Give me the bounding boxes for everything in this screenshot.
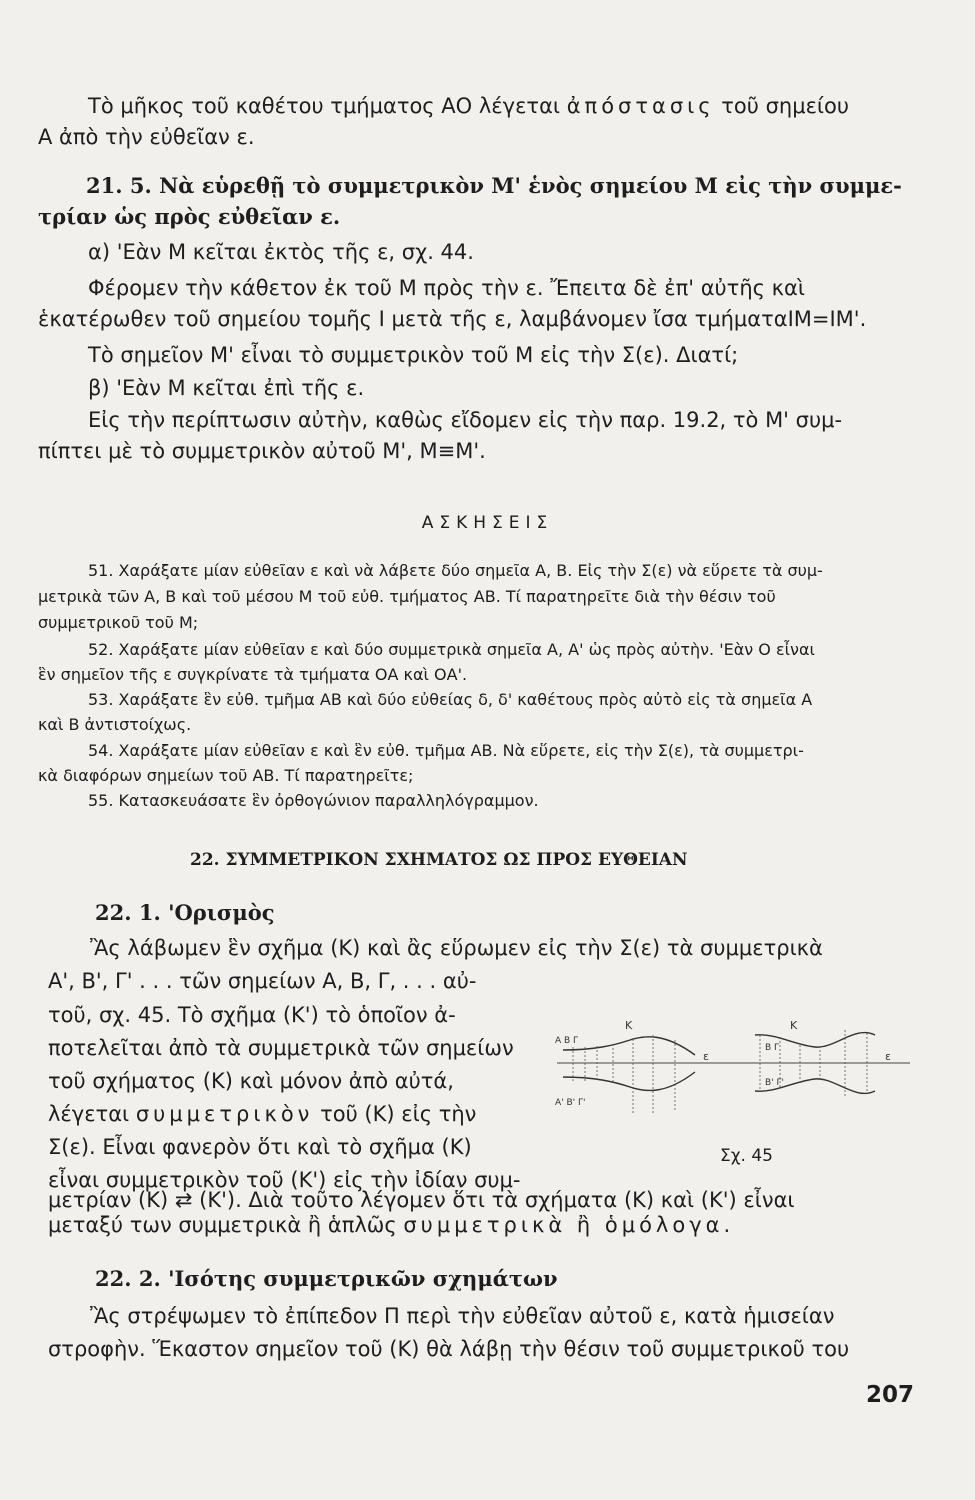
text-line: Α ἀπὸ τὴν εὐθεῖαν ε. <box>38 125 255 149</box>
text-line: Εἰς τὴν περίπτωσιν αὐτὴν, καθὼς εἴδομεν εἰς τὴν παρ. 19.2, τὸ Μ' συμ- <box>88 408 843 432</box>
figure-45-drawing <box>555 1015 915 1155</box>
text-line: Ἂς λάβωμεν ἓν σχῆμα (Κ) καὶ ἂς εὕρωμεν εἰς τὴν Σ(ε) τὰ συμμετρικὰ <box>90 936 823 960</box>
text-line: πίπτει μὲ τὸ συμμετρικὸν αὐτοῦ Μ', Μ≡Μ'. <box>38 439 486 463</box>
subsection-heading: 22. 1. 'Ορισμὸς <box>95 900 275 925</box>
text-line: ποτελεῖται ἀπὸ τὰ συμμετρικὰ τῶν σημείων <box>48 1036 514 1060</box>
label-K2: K <box>790 1019 798 1032</box>
text-line: στροφὴν. Ἕκαστον σημεῖον τοῦ (Κ) θὰ λάβῃ τὴν θέσιν τοῦ συμμετρικοῦ του <box>48 1337 850 1361</box>
label-points-top: Α Β Γ <box>555 1036 579 1046</box>
section-heading: 22. ΣΥΜΜΕΤΡΙΚΟΝ ΣΧΗΜΑΤΟΣ ΩΣ ΠΡΟΣ ΕΥΘΕΙΑΝ <box>190 850 688 870</box>
text-line: Τὸ μῆκος τοῦ καθέτου τμήματος ΑΟ λέγεται ἀπόστασις τοῦ σημείου <box>88 94 850 118</box>
exercises-heading: ΑΣΚΗΣΕΙΣ <box>421 513 554 533</box>
text-line: Ἂς στρέψωμεν τὸ ἐπίπεδον Π περὶ τὴν εὐθεῖαν αὐτοῦ ε, κατὰ ἡμισείαν <box>90 1304 835 1328</box>
text-line: Τὸ σημεῖον Μ' εἶναι τὸ συμμετρικὸν τοῦ Μ εἰς τὴν Σ(ε). Διατί; <box>88 343 739 367</box>
text-line: τοῦ σχήματος (Κ) καὶ μόνον ἀπὸ αὐτά, <box>48 1069 454 1093</box>
exercise-line: κὰ διαφόρων σημείων τοῦ ΑΒ. Τί παρατηρεῖτε; <box>38 766 414 785</box>
figure-caption: Σχ. 45 <box>720 1146 774 1166</box>
exercise-line: 54. Χαράξατε μίαν εὐθεῖαν ε καὶ ἓν εὐθ. τμῆμα ΑΒ. Νὰ εὕρετε, εἰς τὴν Σ(ε), τὰ συμμετρι- <box>88 741 804 760</box>
subsection-heading: 22. 2. 'Ισότης συμμετρικῶν σχημάτων <box>95 1266 558 1291</box>
text-line: Α', Β', Γ' . . . τῶν σημείων Α, Β, Γ, . . . αὐ- <box>48 969 477 993</box>
label-points-bottom: Α' Β' Γ' <box>555 1098 586 1108</box>
figure-45 <box>555 1015 915 1155</box>
text-line: Σ(ε). Εἶναι φανερὸν ὅτι καὶ τὸ σχῆμα (Κ) <box>48 1135 472 1159</box>
text-line: Φέρομεν τὴν κάθετον ἐκ τοῦ Μ πρὸς τὴν ε. Ἔπειτα δὲ ἐπ' αὐτῆς καὶ <box>88 276 805 300</box>
exercise-line: 53. Χαράξατε ἓν εὐθ. τμῆμα ΑΒ καὶ δύο εὐθείας δ, δ' καθέτους πρὸς αὐτὸ εἰς τὰ σημεῖα Α <box>88 690 813 709</box>
exercise-line: 52. Χαράξατε μίαν εὐθεῖαν ε καὶ δύο συμμετρικὰ σημεῖα Α, Α' ὡς πρὸς αὐτὴν. 'Εὰν Ο εἶναι <box>88 640 815 659</box>
label-points-top-2: Β Γ <box>765 1043 780 1053</box>
text-line: λέγεται συμμετρικὸν τοῦ (Κ) εἰς τὴν <box>48 1102 477 1126</box>
label-e: ε <box>703 1050 709 1063</box>
exercise-line: καὶ Β ἀντιστοίχως. <box>38 715 192 734</box>
exercise-line: 55. Κατασκευάσατε ἓν ὀρθογώνιον παραλληλόγραμμον. <box>88 791 539 810</box>
page-number: 207 <box>866 1382 915 1408</box>
exercise-line: 51. Χαράξατε μίαν εὐθεῖαν ε καὶ νὰ λάβετε δύο σημεῖα Α, Β. Εἰς τὴν Σ(ε) νὰ εὕρετε τὰ συμ- <box>88 561 823 580</box>
text-line: εἶναι συμμετρικὸν τοῦ (Κ') εἰς τὴν ἰδίαν συμ- <box>48 1168 521 1192</box>
label-K: K <box>625 1019 633 1032</box>
exercise-line: συμμετρικοῦ τοῦ Μ; <box>38 613 199 632</box>
exercise-line: ἓν σημεῖον τῆς ε συγκρίνατε τὰ τμήματα ΟΑ καὶ ΟΑ'. <box>38 665 468 684</box>
perpendiculars <box>573 1035 675 1115</box>
label-points-bottom-2: Β' Γ' <box>765 1078 784 1088</box>
text-line: μεταξύ των συμμετρικὰ ἢ ἁπλῶς συμμετρικὰ ἢ ὁμόλογα. <box>48 1213 735 1237</box>
text-line: μετρίαν (Κ) ⇄ (Κ'). Διὰ τοῦτο λέγομεν ὅτι τὰ σχήματα (Κ) καὶ (Κ') εἶναι <box>48 1188 795 1212</box>
label-e2: ε <box>885 1050 891 1063</box>
exercise-line: μετρικὰ τῶν Α, Β καὶ τοῦ μέσου Μ τοῦ εὐθ. τμήματος ΑΒ. Τί παρατηρεῖτε διὰ τὴν θέσιν τοῦ <box>38 587 776 606</box>
text-line: ἑκατέρωθεν τοῦ σημείου τομῆς Ι μετὰ τῆς ε, λαμβάνομεν ἴσα τμήματαΙΜ=ΙΜ'. <box>38 307 867 331</box>
subsection-heading: 21. 5. Νὰ εὑρεθῇ τὸ συμμετρικὸν Μ' ἑνὸς σημείου Μ εἰς τὴν συμμε- <box>86 173 902 198</box>
subsection-heading: τρίαν ὡς πρὸς εὐθεῖαν ε. <box>38 204 341 229</box>
text-line: τοῦ, σχ. 45. Τὸ σχῆμα (Κ') τὸ ὁποῖον ἀ- <box>48 1003 456 1027</box>
text-line: α) 'Εὰν Μ κεῖται ἐκτὸς τῆς ε, σχ. 44. <box>88 240 474 264</box>
text-line: β) 'Εὰν Μ κεῖται ἐπὶ τῆς ε. <box>88 376 365 400</box>
